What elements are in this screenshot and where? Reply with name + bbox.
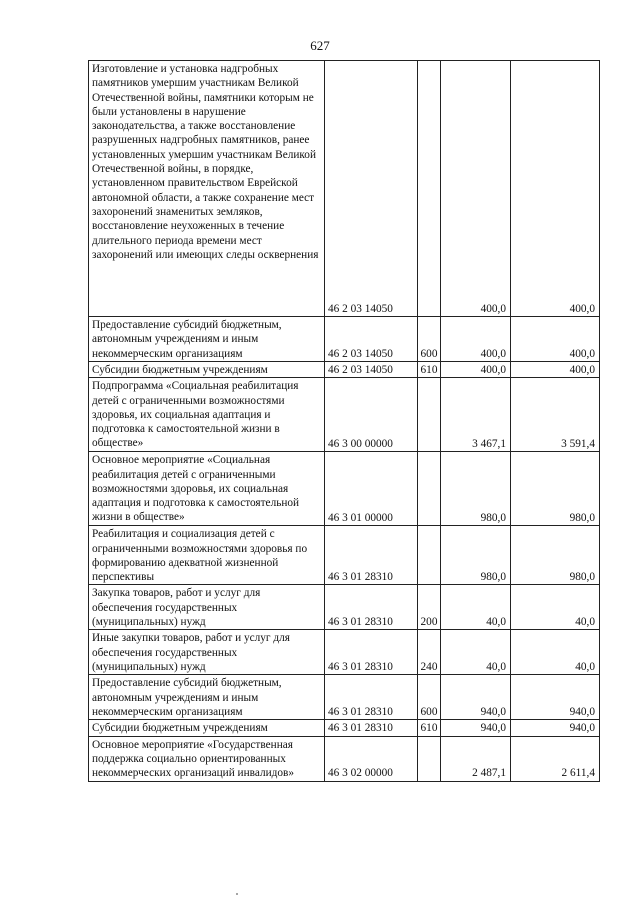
- row-expense-type: [418, 61, 441, 317]
- row-sum-1: 3 467,1: [441, 378, 511, 452]
- row-code: 46 2 03 14050: [325, 61, 418, 317]
- row-sum-1: 400,0: [441, 317, 511, 362]
- row-sum-2: 400,0: [511, 362, 600, 378]
- row-sum-2: 980,0: [511, 526, 600, 585]
- row-sum-2: 2 611,4: [511, 736, 600, 781]
- row-sum-2: 940,0: [511, 720, 600, 736]
- row-name: Субсидии бюджетным учреждениям: [89, 720, 325, 736]
- row-code: 46 3 01 28310: [325, 675, 418, 720]
- row-sum-2: 400,0: [511, 317, 600, 362]
- row-code: 46 3 01 28310: [325, 720, 418, 736]
- table-row: [89, 452, 600, 526]
- row-expense-type: 600: [418, 317, 441, 362]
- scan-speck: [236, 893, 238, 895]
- row-sum-2: 940,0: [511, 675, 600, 720]
- row-code: 46 3 01 00000: [325, 452, 418, 526]
- row-sum-1: 400,0: [441, 362, 511, 378]
- row-expense-type: 610: [418, 720, 441, 736]
- row-name: Предоставление субсидий бюджетным, автономным учреждениям и иным некоммерческим организациям: [89, 675, 325, 720]
- row-expense-type: 240: [418, 630, 441, 675]
- row-name: Основное мероприятие «Социальная реабилитация детей с ограниченными возможностями здоровья, их социальная адаптация и подготовка к самостоятельной жизни в обществе»: [89, 452, 325, 526]
- row-name: Подпрограмма «Социальная реабилитация детей с ограниченными возможностями здоровья, их социальная адаптация и подготовка к самостоятельной жизни в обществе»: [89, 378, 325, 452]
- table-row: [89, 585, 600, 630]
- table-row: [89, 526, 600, 585]
- row-code: 46 3 01 28310: [325, 630, 418, 675]
- budget-table: [88, 60, 600, 782]
- table-row: [89, 630, 600, 675]
- row-name: Изготовление и установка надгробных памятников умершим участникам Великой Отечественной войны, памятники которым не были установлены в нарушение законодательства, а также восстановление разрушенных надгробных памятников, ранее установленных умершим участникам Великой Отечественной войны, в порядке, установленном правительством Еврейской автономной области, а также сохранение мест захоронений знаменитых земляков, восстановление неухоженных в течение длительного периода времени мест захоронений или имеющих следы осквернения: [89, 61, 325, 317]
- row-sum-2: 3 591,4: [511, 378, 600, 452]
- row-code: 46 3 01 28310: [325, 585, 418, 630]
- table-row: [89, 736, 600, 781]
- row-sum-1: 940,0: [441, 675, 511, 720]
- row-sum-2: 40,0: [511, 630, 600, 675]
- row-expense-type: 610: [418, 362, 441, 378]
- row-name: Субсидии бюджетным учреждениям: [89, 362, 325, 378]
- table-row: [89, 317, 600, 362]
- row-expense-type: [418, 378, 441, 452]
- row-name: Основное мероприятие «Государственная поддержка социально ориентированных некоммерческих организаций инвалидов»: [89, 736, 325, 781]
- row-sum-1: 2 487,1: [441, 736, 511, 781]
- row-code: 46 3 00 00000: [325, 378, 418, 452]
- row-sum-1: 980,0: [441, 526, 511, 585]
- row-sum-1: 940,0: [441, 720, 511, 736]
- row-name: Закупка товаров, работ и услуг для обеспечения государственных (муниципальных) нужд: [89, 585, 325, 630]
- row-expense-type: [418, 736, 441, 781]
- row-name: Реабилитация и социализация детей с ограниченными возможностями здоровья по формированию адекватной жизненной перспективы: [89, 526, 325, 585]
- row-code: 46 3 01 28310: [325, 526, 418, 585]
- row-sum-1: 40,0: [441, 585, 511, 630]
- row-expense-type: [418, 526, 441, 585]
- row-sum-1: 400,0: [441, 61, 511, 317]
- row-sum-1: 980,0: [441, 452, 511, 526]
- table-row: [89, 720, 600, 736]
- row-code: 46 3 02 00000: [325, 736, 418, 781]
- table-row: [89, 378, 600, 452]
- row-code: 46 2 03 14050: [325, 362, 418, 378]
- row-sum-2: 40,0: [511, 585, 600, 630]
- table-row: [89, 362, 600, 378]
- table-row: [89, 61, 600, 317]
- table-row: [89, 675, 600, 720]
- row-expense-type: 200: [418, 585, 441, 630]
- row-code: 46 2 03 14050: [325, 317, 418, 362]
- row-name: Предоставление субсидий бюджетным, автономным учреждениям и иным некоммерческим организациям: [89, 317, 325, 362]
- page-number: 627: [310, 38, 330, 53]
- row-expense-type: [418, 452, 441, 526]
- row-sum-2: 980,0: [511, 452, 600, 526]
- row-name: Иные закупки товаров, работ и услуг для обеспечения государственных (муниципальных) нужд: [89, 630, 325, 675]
- row-sum-1: 40,0: [441, 630, 511, 675]
- row-expense-type: 600: [418, 675, 441, 720]
- row-sum-2: 400,0: [511, 61, 600, 317]
